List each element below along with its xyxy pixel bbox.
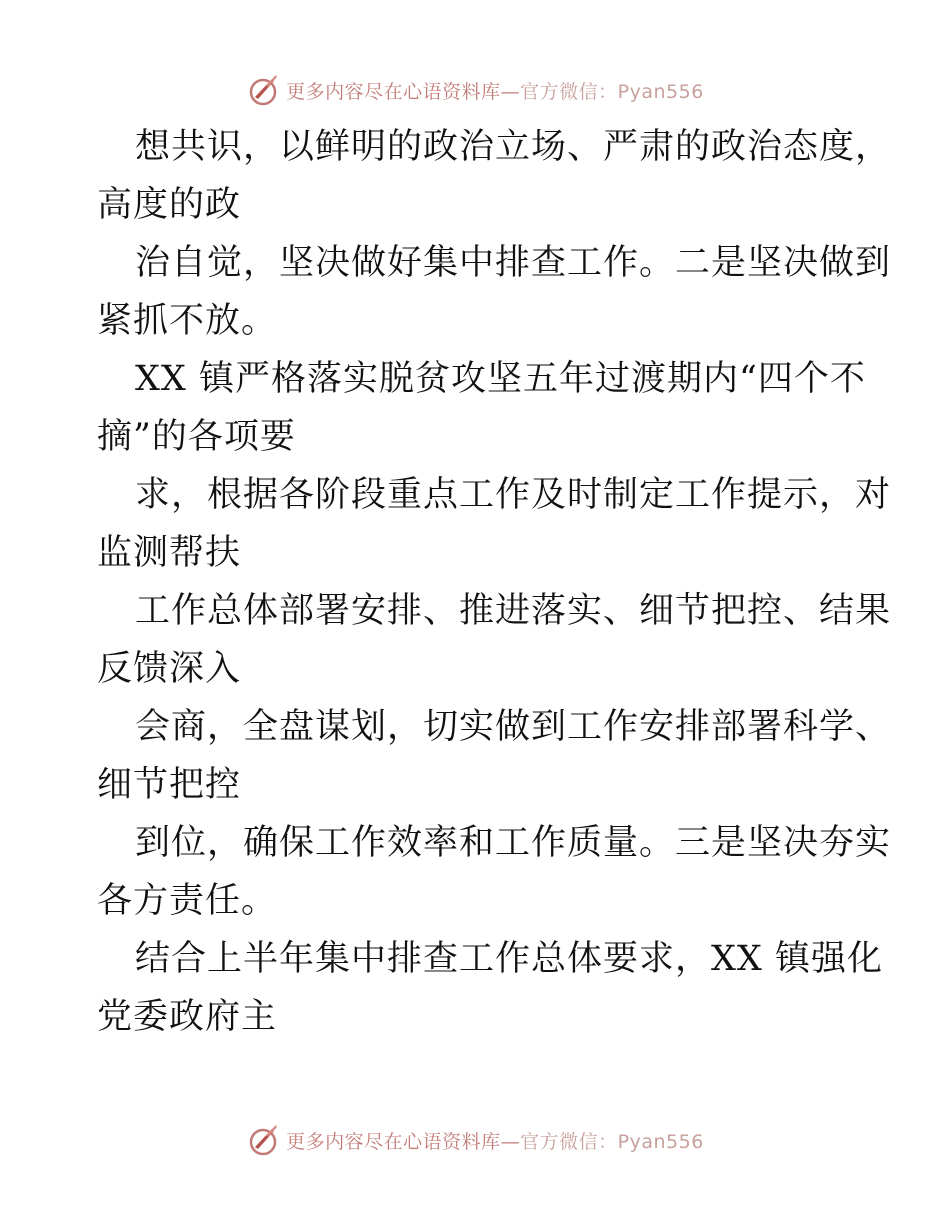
paragraph-line: 到位，确保工作效率和工作质量。三是坚决夯实 — [135, 823, 892, 863]
paragraph-line: 紧抓不放。 — [97, 301, 278, 341]
paragraph-line: XX 镇严格落实脱贫攻坚五年过渡期内“四个不 — [135, 359, 866, 399]
paragraph-line: 求，根据各阶段重点工作及时制定工作提示，对 — [135, 475, 892, 515]
watermark-text — [286, 1127, 704, 1154]
paragraph — [97, 930, 883, 1046]
paragraph — [97, 582, 892, 698]
paragraph — [97, 350, 866, 466]
paragraph-line: 反馈深入 — [97, 649, 242, 689]
paragraph-line: 想共识，以鲜明的政治立场、严肃的政治态度， — [135, 127, 892, 167]
watermark-sub-text: 官方微信：Pyan556 — [520, 1130, 704, 1153]
paragraph — [97, 814, 892, 930]
watermark-main-text: 更多内容尽在心语资料库 — [286, 80, 501, 103]
paragraph-line: 会商，全盘谋划，切实做到工作安排部署科学、 — [135, 707, 892, 747]
paragraph-line: 各方责任。 — [97, 881, 278, 921]
paragraph-line: 监测帮扶 — [97, 533, 242, 573]
paragraph — [97, 234, 892, 350]
paragraph-line: 工作总体部署安排、推进落实、细节把控、结果 — [135, 591, 892, 631]
watermark-main-text: 更多内容尽在心语资料库 — [286, 1130, 501, 1153]
watermark-sub-text: 官方微信：Pyan556 — [520, 80, 704, 103]
paragraph-line: 结合上半年集中排查工作总体要求，XX 镇强化 — [135, 939, 883, 979]
paragraph — [97, 698, 892, 814]
watermark-dash: — — [500, 80, 521, 103]
watermark-dash: — — [500, 1130, 521, 1153]
watermark-text — [286, 77, 704, 104]
paragraph — [97, 118, 892, 234]
paragraph-line: 高度的政 — [97, 185, 242, 225]
paragraph-line: 治自觉，坚决做好集中排查工作。二是坚决做到 — [135, 243, 892, 283]
quill-pen-logo-icon — [246, 73, 280, 107]
paragraph-line: 摘”的各项要 — [97, 417, 296, 457]
paragraph-line: 细节把控 — [97, 765, 242, 805]
paragraph — [97, 466, 892, 582]
quill-pen-logo-icon — [246, 1123, 280, 1157]
paragraph-line: 党委政府主 — [97, 997, 278, 1037]
document-body — [97, 118, 892, 1046]
footer-watermark — [0, 1120, 950, 1160]
header-watermark — [0, 70, 950, 110]
